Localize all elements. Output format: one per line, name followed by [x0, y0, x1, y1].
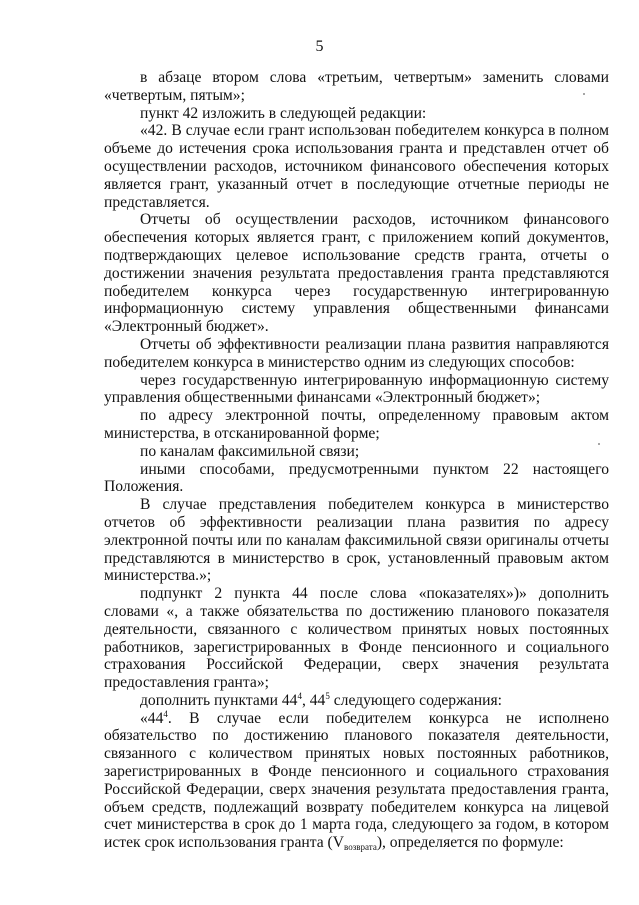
paragraph: подпункт 2 пункта 44 после слова «показателях»)» дополнить словами «, а также обязательства по достижению планового показателя деятельности, связанного с количеством принятых новых постоянных работников, зарегистрированных в Фонде пенсионного и социального страхования Российской Федерации, сверх значения результата предоставления гранта»; — [104, 585, 609, 692]
text-run: «44 — [140, 709, 164, 727]
text-run: , 44 — [301, 691, 326, 709]
paragraph: иными способами, предусмотренными пунктом 22 настоящего Положения. — [104, 460, 609, 496]
paragraph — [104, 692, 609, 710]
text-run: следующего содержания: — [329, 691, 502, 709]
paragraph: в абзаце втором слова «третьим, четвертым» заменить словами «четвертым, пятым»; — [104, 69, 609, 104]
superscript: 4 — [297, 690, 302, 701]
scan-speck — [598, 443, 600, 445]
paragraph: по адресу электронной почты, определенному правовым актом министерства, в отсканированной форме; — [104, 407, 609, 442]
page-number: 5 — [315, 38, 324, 55]
paragraph: Отчеты об эффективности реализации плана развития направляются победителем конкурса в министерство одним из следующих способов: — [104, 335, 609, 371]
paragraph: «42. В случае если грант использован победителем конкурса в полном объеме до истечения срока использования гранта и представлен отчет об осуществлении расходов, источником финансового обеспечения которых является грант, указанный отчет в последующие отчетные периоды не представляется. — [104, 122, 609, 211]
paragraph: Отчеты об осуществлении расходов, источником финансового обеспечения которых является грант, с приложением копий документов, подтверждающих целевое использование средств гранта, отчеты о достижении значения результата предоставления гранта представляются победителем конкурса через государственную интегрированную информационную систему управления общественными финансами «Электронный бюджет». — [104, 211, 609, 336]
paragraph: пункт 42 изложить в следующей редакции: — [140, 104, 427, 122]
paragraph: В случае представления победителем конкурса в министерство отчетов об эффективности реализации плана развития по адресу электронной почты или по каналам факсимильной связи оригиналы отчеты представляются в министерство в срок, установленный правовым актом министерства.»; — [104, 496, 609, 585]
text-run: дополнить пунктами 44 — [140, 691, 298, 709]
paragraph: по каналам факсимильной связи; — [140, 442, 360, 460]
scan-speck — [583, 93, 585, 95]
document-body — [104, 69, 609, 852]
text-run: ), определяется по формуле: — [376, 834, 564, 852]
superscript: 4 — [163, 708, 168, 719]
paragraph: через государственную интегрированную информационную систему управления общественными финансами «Электронный бюджет»; — [104, 371, 609, 407]
text-run: . В случае если победителем конкурса не исполнено обязательство по достижению планового показателя деятельности, связанного с количеством принятых новых постоянных работников, зарегистрированных в Фонде пенсионного и социального страхования Российской Федерации, сверх значения результата предоставления гранта, объем средств, подлежащий возврату победителем конкурса на лицевой счет министерства в срок до 1 марта года, следующего за годом, в котором истек срок использования гранта (V — [104, 709, 609, 852]
paragraph — [104, 710, 609, 852]
subscript: возврата — [344, 842, 377, 853]
superscript: 5 — [325, 690, 330, 701]
